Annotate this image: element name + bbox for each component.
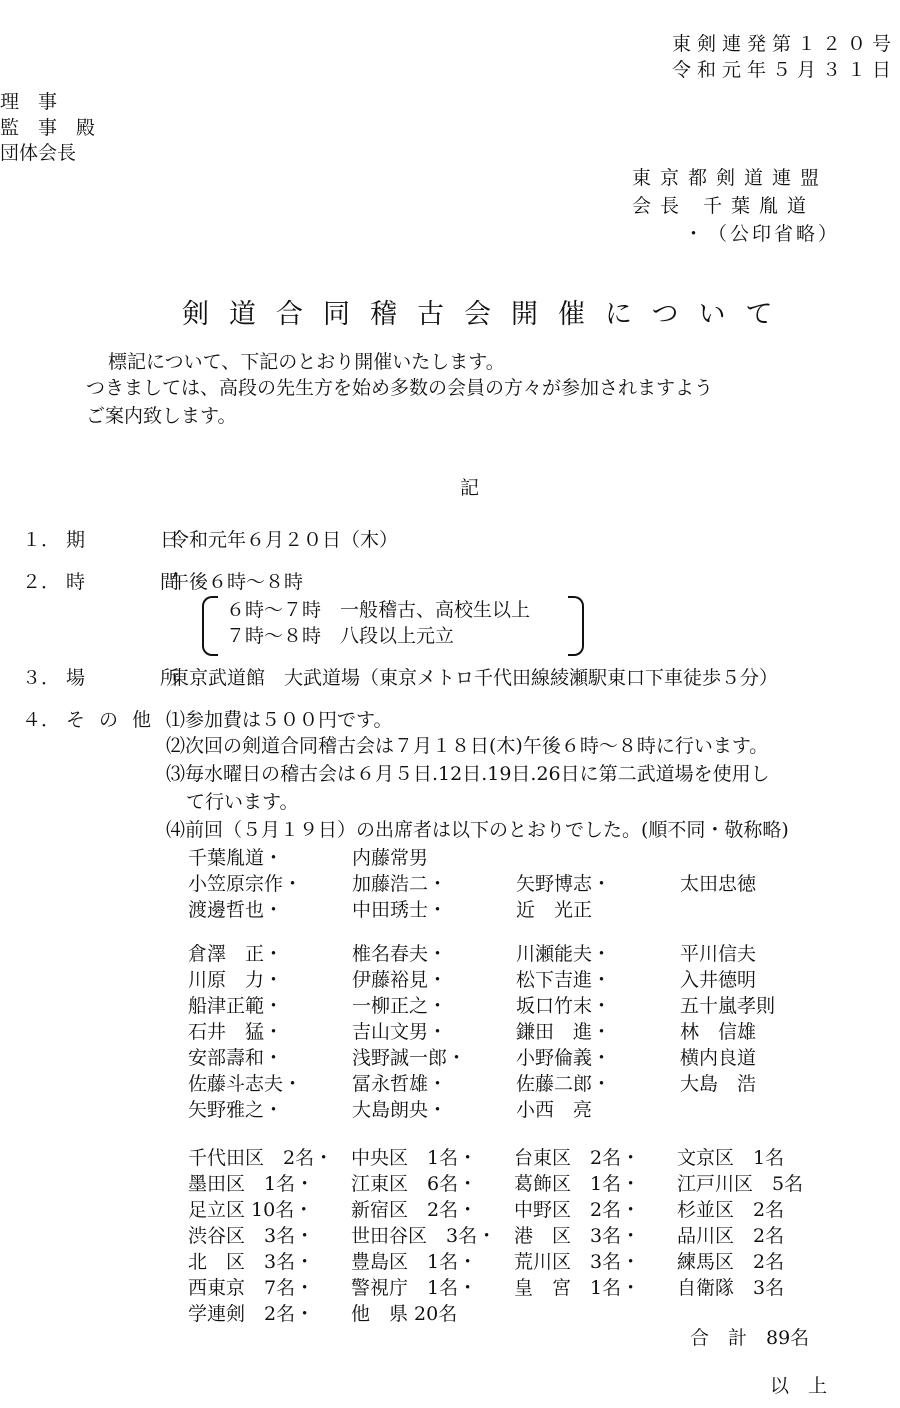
region-count: 台東区 2名・ <box>514 1147 641 1169</box>
region-count: 中野区 2名・ <box>514 1199 641 1221</box>
region-count: 港 区 3名・ <box>514 1225 641 1247</box>
left-bracket <box>202 596 218 656</box>
attendee-name: 安部壽和・ <box>188 1047 284 1069</box>
attendee-name: 小西 亮 <box>516 1099 593 1121</box>
item-1-number: １． <box>22 529 61 551</box>
count-row <box>188 1172 840 1196</box>
region-count: 中央区 1名・ <box>351 1147 478 1169</box>
attendee-name: 伊藤裕見・ <box>352 969 448 991</box>
attendee-name: 加藤浩二・ <box>352 873 448 895</box>
attendee-name: 矢野雅之・ <box>188 1099 284 1121</box>
document-number: 東剣連発第１２０号 <box>672 33 898 55</box>
item-4-label: その他 <box>66 709 166 731</box>
note-4: ⑷前回（５月１９日）の出席者は以下のとおりでした。(順不同・敬称略) <box>166 819 789 841</box>
attendee-row <box>188 872 844 896</box>
attendee-name: 倉澤 正・ <box>188 943 284 965</box>
item-2-label: 時 間 <box>66 571 208 593</box>
attendee-name: 大島朗央・ <box>352 1099 448 1121</box>
attendee-row <box>188 898 680 922</box>
attendee-name: 坂口竹末・ <box>516 995 612 1017</box>
sender-organization: 東京都剣道連盟 <box>632 167 829 189</box>
note-3: ⑶毎水曜日の稽古会は６月５日.12日.19日.26日に第二武道場を使用し <box>166 763 770 785</box>
region-count: 品川区 2名 <box>677 1225 785 1247</box>
attendee-name: 渡邊哲也・ <box>188 899 284 921</box>
time-sub-2: ７時〜８時 八段以上元立 <box>226 625 455 647</box>
region-count: 文京区 1名 <box>677 1147 785 1169</box>
attendee-name: 佐藤二郎・ <box>516 1073 612 1095</box>
attendee-name: 佐藤斗志夫・ <box>188 1073 303 1095</box>
region-count: 学連剣 2名・ <box>188 1303 315 1325</box>
region-count: 世田谷区 3名・ <box>351 1225 497 1247</box>
attendee-row <box>188 1098 680 1122</box>
attendee-row <box>188 968 844 992</box>
count-row <box>188 1198 840 1222</box>
item-2-value: 午後６時〜８時 <box>170 571 304 593</box>
region-count: 江東区 6名・ <box>351 1173 478 1195</box>
attendee-name: 小野倫義・ <box>516 1047 612 1069</box>
attendee-name: 松下吉進・ <box>516 969 612 991</box>
region-count: 警視庁 1名・ <box>351 1277 478 1299</box>
attendee-name: 小笠原宗作・ <box>188 873 303 895</box>
count-row <box>188 1276 840 1300</box>
note-1: ⑴参加費は５００円です。 <box>166 709 393 731</box>
attendee-row <box>188 1046 844 1070</box>
document-title: 剣道合同稽古会開催について <box>182 299 793 330</box>
count-row <box>188 1302 514 1326</box>
item-3-number: ３． <box>22 667 61 689</box>
attendee-name: 内藤常男 <box>352 847 429 869</box>
attendee-name: 浅野誠一郎・ <box>352 1047 467 1069</box>
item-4-number: ４． <box>22 709 61 731</box>
total-count: 合 計 89名 <box>690 1327 810 1349</box>
item-1-label: 期 日 <box>66 529 208 551</box>
attendee-name: 矢野博志・ <box>516 873 612 895</box>
attendee-row <box>188 942 844 966</box>
attendee-name: 入井德明 <box>680 969 757 991</box>
addressee-auditors: 監 事 殿 <box>0 117 96 139</box>
right-bracket <box>568 596 584 656</box>
item-3-label: 場 所 <box>66 667 208 689</box>
attendee-name: 石井 猛・ <box>188 1021 284 1043</box>
region-count: 新宿区 2名・ <box>351 1199 478 1221</box>
region-count: 自衛隊 3名 <box>677 1277 785 1299</box>
document-date: 令和元年５月３１日 <box>672 59 898 81</box>
region-count: 江戸川区 5名 <box>677 1173 804 1195</box>
addressee-group-heads: 団体会長 <box>0 142 77 164</box>
region-count: 練馬区 2名 <box>677 1251 785 1273</box>
region-count: 渋谷区 3名・ <box>188 1225 315 1247</box>
sender-person: 会長 千葉胤道 <box>632 195 816 217</box>
item-3-value: 東京武道館 大武道場（東京メトロ千代田線綾瀬駅東口下車徒歩５分） <box>170 667 779 689</box>
intro-line-3: ご案内致します。 <box>86 405 237 427</box>
seal-omitted-note: （公印省略） <box>708 223 841 245</box>
note-2: ⑵次回の剣道合同稽古会は７月１８日(木)午後６時〜８時に行います。 <box>166 735 769 757</box>
region-count: 杉並区 2名 <box>677 1199 785 1221</box>
attendee-name: 冨永哲雄・ <box>352 1073 448 1095</box>
region-count: 足立区 10名・ <box>188 1199 314 1221</box>
attendee-row <box>188 846 516 870</box>
region-count: 西東京 7名・ <box>188 1277 315 1299</box>
attendee-name: 近 光正 <box>516 899 593 921</box>
attendee-row <box>188 994 844 1018</box>
seal-dot: ・ <box>684 223 704 245</box>
attendee-name: 大島 浩 <box>680 1073 757 1095</box>
region-count: 葛飾区 1名・ <box>514 1173 641 1195</box>
region-count: 皇 宮 1名・ <box>514 1277 641 1299</box>
intro-line-1: 標記について、下記のとおり開催いたします。 <box>108 351 505 373</box>
note-3-continued: て行います。 <box>186 791 299 813</box>
attendee-name: 平川信夫 <box>680 943 757 965</box>
addressee-directors: 理 事 <box>0 91 58 113</box>
attendee-name: 千葉胤道・ <box>188 847 284 869</box>
closing-mark: 以 上 <box>770 1375 828 1397</box>
attendee-name: 吉山文男・ <box>352 1021 448 1043</box>
attendee-name: 川瀬能夫・ <box>516 943 612 965</box>
attendee-name: 川原 力・ <box>188 969 284 991</box>
region-count: 墨田区 1名・ <box>188 1173 315 1195</box>
attendee-name: 太田忠徳 <box>680 873 757 895</box>
attendee-name: 鎌田 進・ <box>516 1021 612 1043</box>
attendee-name: 横内良道 <box>680 1047 757 1069</box>
attendee-name: 五十嵐孝則 <box>680 995 776 1017</box>
intro-line-2: つきましては、高段の先生方を始め多数の会員の方々が参加されますよう <box>86 377 714 399</box>
region-count: 北 区 3名・ <box>188 1251 315 1273</box>
region-count: 荒川区 3名・ <box>514 1251 641 1273</box>
count-row <box>188 1250 840 1274</box>
attendee-row <box>188 1072 844 1096</box>
region-count: 千代田区 2名・ <box>188 1147 334 1169</box>
time-sub-1: ６時〜７時 一般稽古、高校生以上 <box>226 599 531 621</box>
count-row <box>188 1146 840 1170</box>
attendee-name: 中田琇士・ <box>352 899 448 921</box>
attendee-row <box>188 1020 844 1044</box>
attendee-name: 椎名春夫・ <box>352 943 448 965</box>
ki-heading: 記 <box>460 477 480 499</box>
item-1-value: 令和元年６月２０日（木） <box>170 529 399 551</box>
attendee-name: 一柳正之・ <box>352 995 448 1017</box>
item-2-number: ２． <box>22 571 61 593</box>
count-row <box>188 1224 840 1248</box>
region-count: 他 県 20名 <box>351 1303 458 1325</box>
attendee-name: 船津正範・ <box>188 995 284 1017</box>
region-count: 豊島区 1名・ <box>351 1251 478 1273</box>
attendee-name: 林 信雄 <box>680 1021 757 1043</box>
